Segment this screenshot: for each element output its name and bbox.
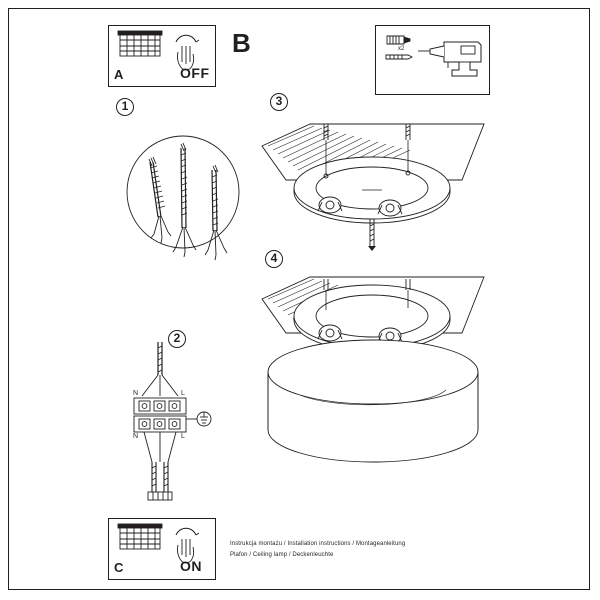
terminal-n-label-bottom: N (133, 433, 139, 440)
caption-line-1: Instrukcja montażu / Installation instructions / Montageanleitung (230, 541, 406, 547)
terminal-n-label: N (133, 390, 139, 397)
power-on-letter: C (114, 560, 124, 575)
step-2-number: 2 (168, 330, 186, 348)
terminal-l-label: L (181, 390, 185, 397)
step-3-number: 3 (270, 93, 288, 111)
page-title: B (232, 28, 251, 58)
screw-count-label: x2 (398, 46, 405, 52)
power-off-state: OFF (180, 65, 210, 81)
power-off-letter: A (114, 67, 124, 82)
step-1-number: 1 (116, 98, 134, 116)
terminal-l-label-bottom: L (181, 433, 185, 440)
step-4-number: 4 (265, 250, 283, 268)
caption-line-2: Plafon / Ceiling lamp / Deckenleuchte (230, 552, 334, 558)
power-on-state: ON (180, 558, 202, 574)
